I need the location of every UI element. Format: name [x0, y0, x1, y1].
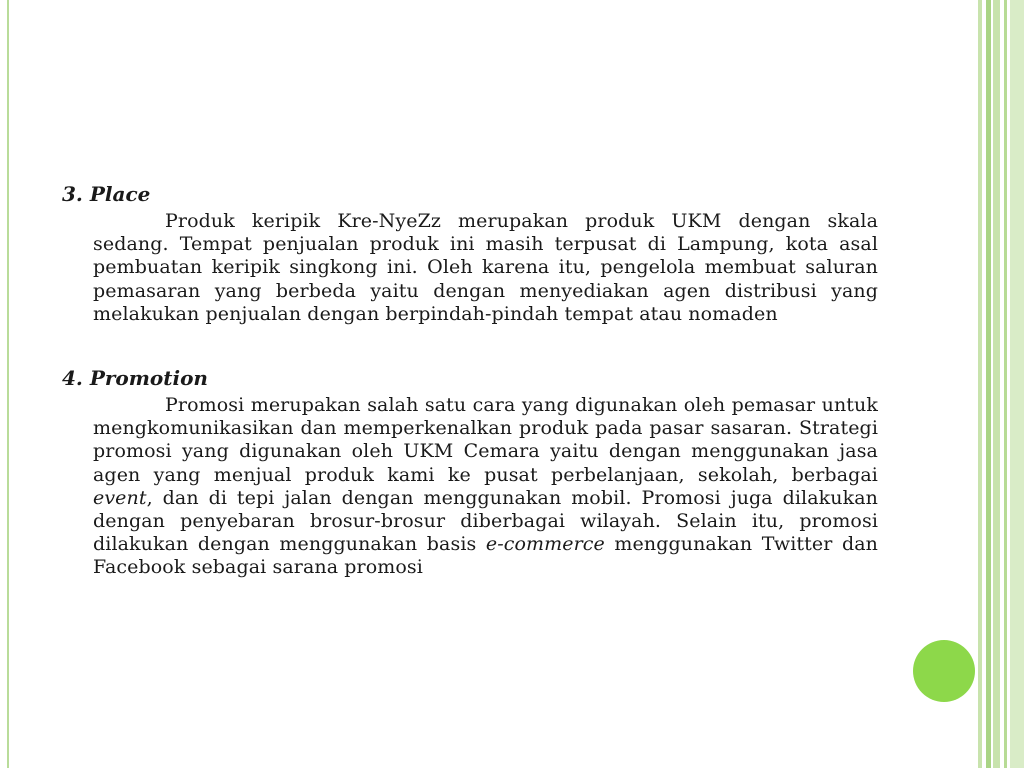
paragraph-emphasis-event: event	[93, 486, 147, 509]
right-stripe	[1004, 0, 1007, 768]
section-paragraph-place: Produk keripik Kre-NyeZz merupakan produk UKM dengan skala sedang. Tempat penjualan produk ini masih terpusat di Lampung, kota asal pembuatan keripik singkong ini. Oleh karena itu, pengelola membuat saluran pemasaran yang berbeda yaitu dengan menyediakan agen distribusi yang melakukan penjualan dengan berpindah-pindah tempat atau nomaden	[93, 210, 878, 325]
slide-content	[62, 180, 878, 580]
section-heading-place: 3. Place	[62, 182, 151, 206]
paragraph-text: menggunakan Twitter dan Facebook sebagai sarana promosi	[93, 533, 878, 579]
section-heading-promotion: 4. Promotion	[62, 366, 208, 391]
section-paragraph-promotion	[93, 394, 878, 580]
right-stripe	[986, 0, 991, 768]
right-stripe	[993, 0, 1000, 768]
right-stripe	[978, 0, 982, 768]
paragraph-emphasis-ecommerce: e-commerce	[485, 533, 605, 556]
left-border-line	[7, 0, 9, 768]
right-stripe	[1010, 0, 1024, 768]
paragraph-text: , dan di tepi jalan dengan menggunakan mobil. Promosi juga dilakukan dengan penyebaran brosur-brosur diberbagai wilayah. Selain itu, promosi dilakukan dengan menggunakan basis	[93, 486, 878, 556]
green-circle-decoration	[913, 640, 975, 702]
paragraph-text: Promosi merupakan salah satu cara yang digunakan oleh pemasar untuk mengkomunikasikan dan memperkenalkan produk pada pasar sasaran. Strategi promosi yang digunakan oleh UKM Cemara yaitu dengan menggunakan jasa agen yang menjual produk kami ke pusat perbelanjaan, sekolah, berbagai	[93, 394, 878, 486]
